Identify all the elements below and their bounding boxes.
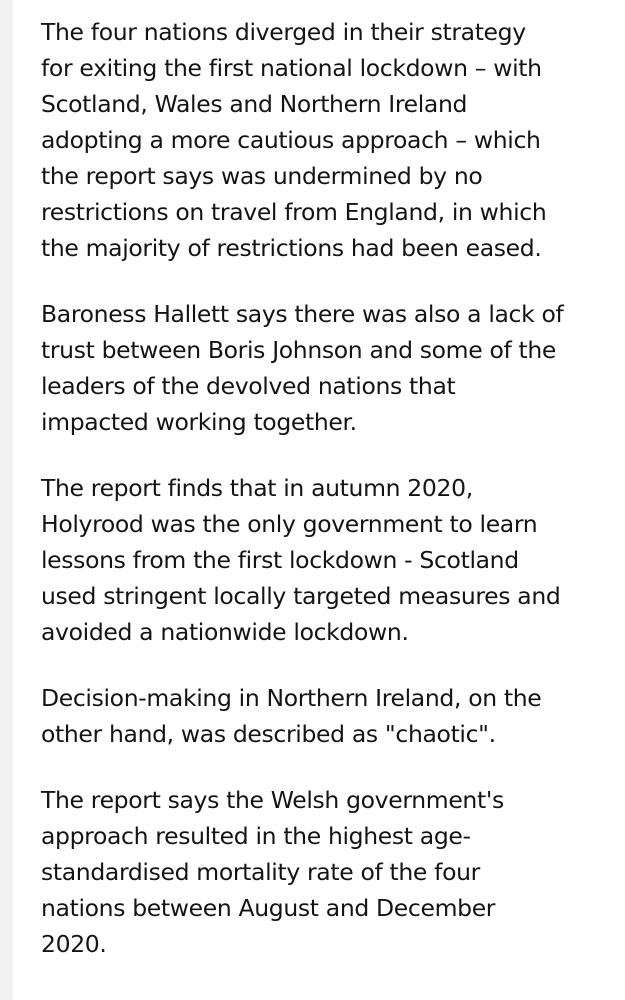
paragraph-wales bbox=[41, 782, 616, 962]
paragraph-line: The report finds that in autumn 2020, bbox=[41, 474, 473, 502]
paragraph-exit-strategy bbox=[41, 14, 616, 266]
paragraph-line: The four nations diverged in their strategy bbox=[41, 18, 526, 46]
paragraph-line: lessons from the first lockdown - Scotland bbox=[41, 546, 519, 574]
paragraph-line: used stringent locally targeted measures and bbox=[41, 582, 561, 610]
paragraph-line: 2020. bbox=[41, 930, 107, 958]
paragraph-line: adopting a more cautious approach – which bbox=[41, 126, 541, 154]
paragraph-northern-ireland bbox=[41, 680, 616, 752]
paragraph-holyrood bbox=[41, 470, 616, 650]
paragraph-line: Scotland, Wales and Northern Ireland bbox=[41, 90, 468, 118]
paragraph-line: Baroness Hallett says there was also a lack of bbox=[41, 300, 564, 328]
paragraph-line: approach resulted in the highest age- bbox=[41, 822, 471, 850]
paragraph-line: impacted working together. bbox=[41, 408, 357, 436]
paragraph-line: Decision-making in Northern Ireland, on the bbox=[41, 684, 542, 712]
paragraph-line: standardised mortality rate of the four bbox=[41, 858, 480, 886]
paragraph-line: leaders of the devolved nations that bbox=[41, 372, 456, 400]
article-text bbox=[41, 14, 616, 992]
paragraph-line: for exiting the first national lockdown – with bbox=[41, 54, 542, 82]
paragraph-lack-of-trust bbox=[41, 296, 616, 440]
paragraph-line: The report says the Welsh government's bbox=[41, 786, 504, 814]
paragraph-line: the report says was undermined by no bbox=[41, 162, 483, 190]
paragraph-line: trust between Boris Johnson and some of the bbox=[41, 336, 557, 364]
paragraph-line: Holyrood was the only government to learn bbox=[41, 510, 538, 538]
paragraph-line: avoided a nationwide lockdown. bbox=[41, 618, 409, 646]
paragraph-line: the majority of restrictions had been eased. bbox=[41, 234, 542, 262]
paragraph-line: other hand, was described as "chaotic". bbox=[41, 720, 496, 748]
paragraph-line: nations between August and December bbox=[41, 894, 496, 922]
paragraph-line: restrictions on travel from England, in which bbox=[41, 198, 547, 226]
article-body bbox=[13, 0, 625, 1000]
